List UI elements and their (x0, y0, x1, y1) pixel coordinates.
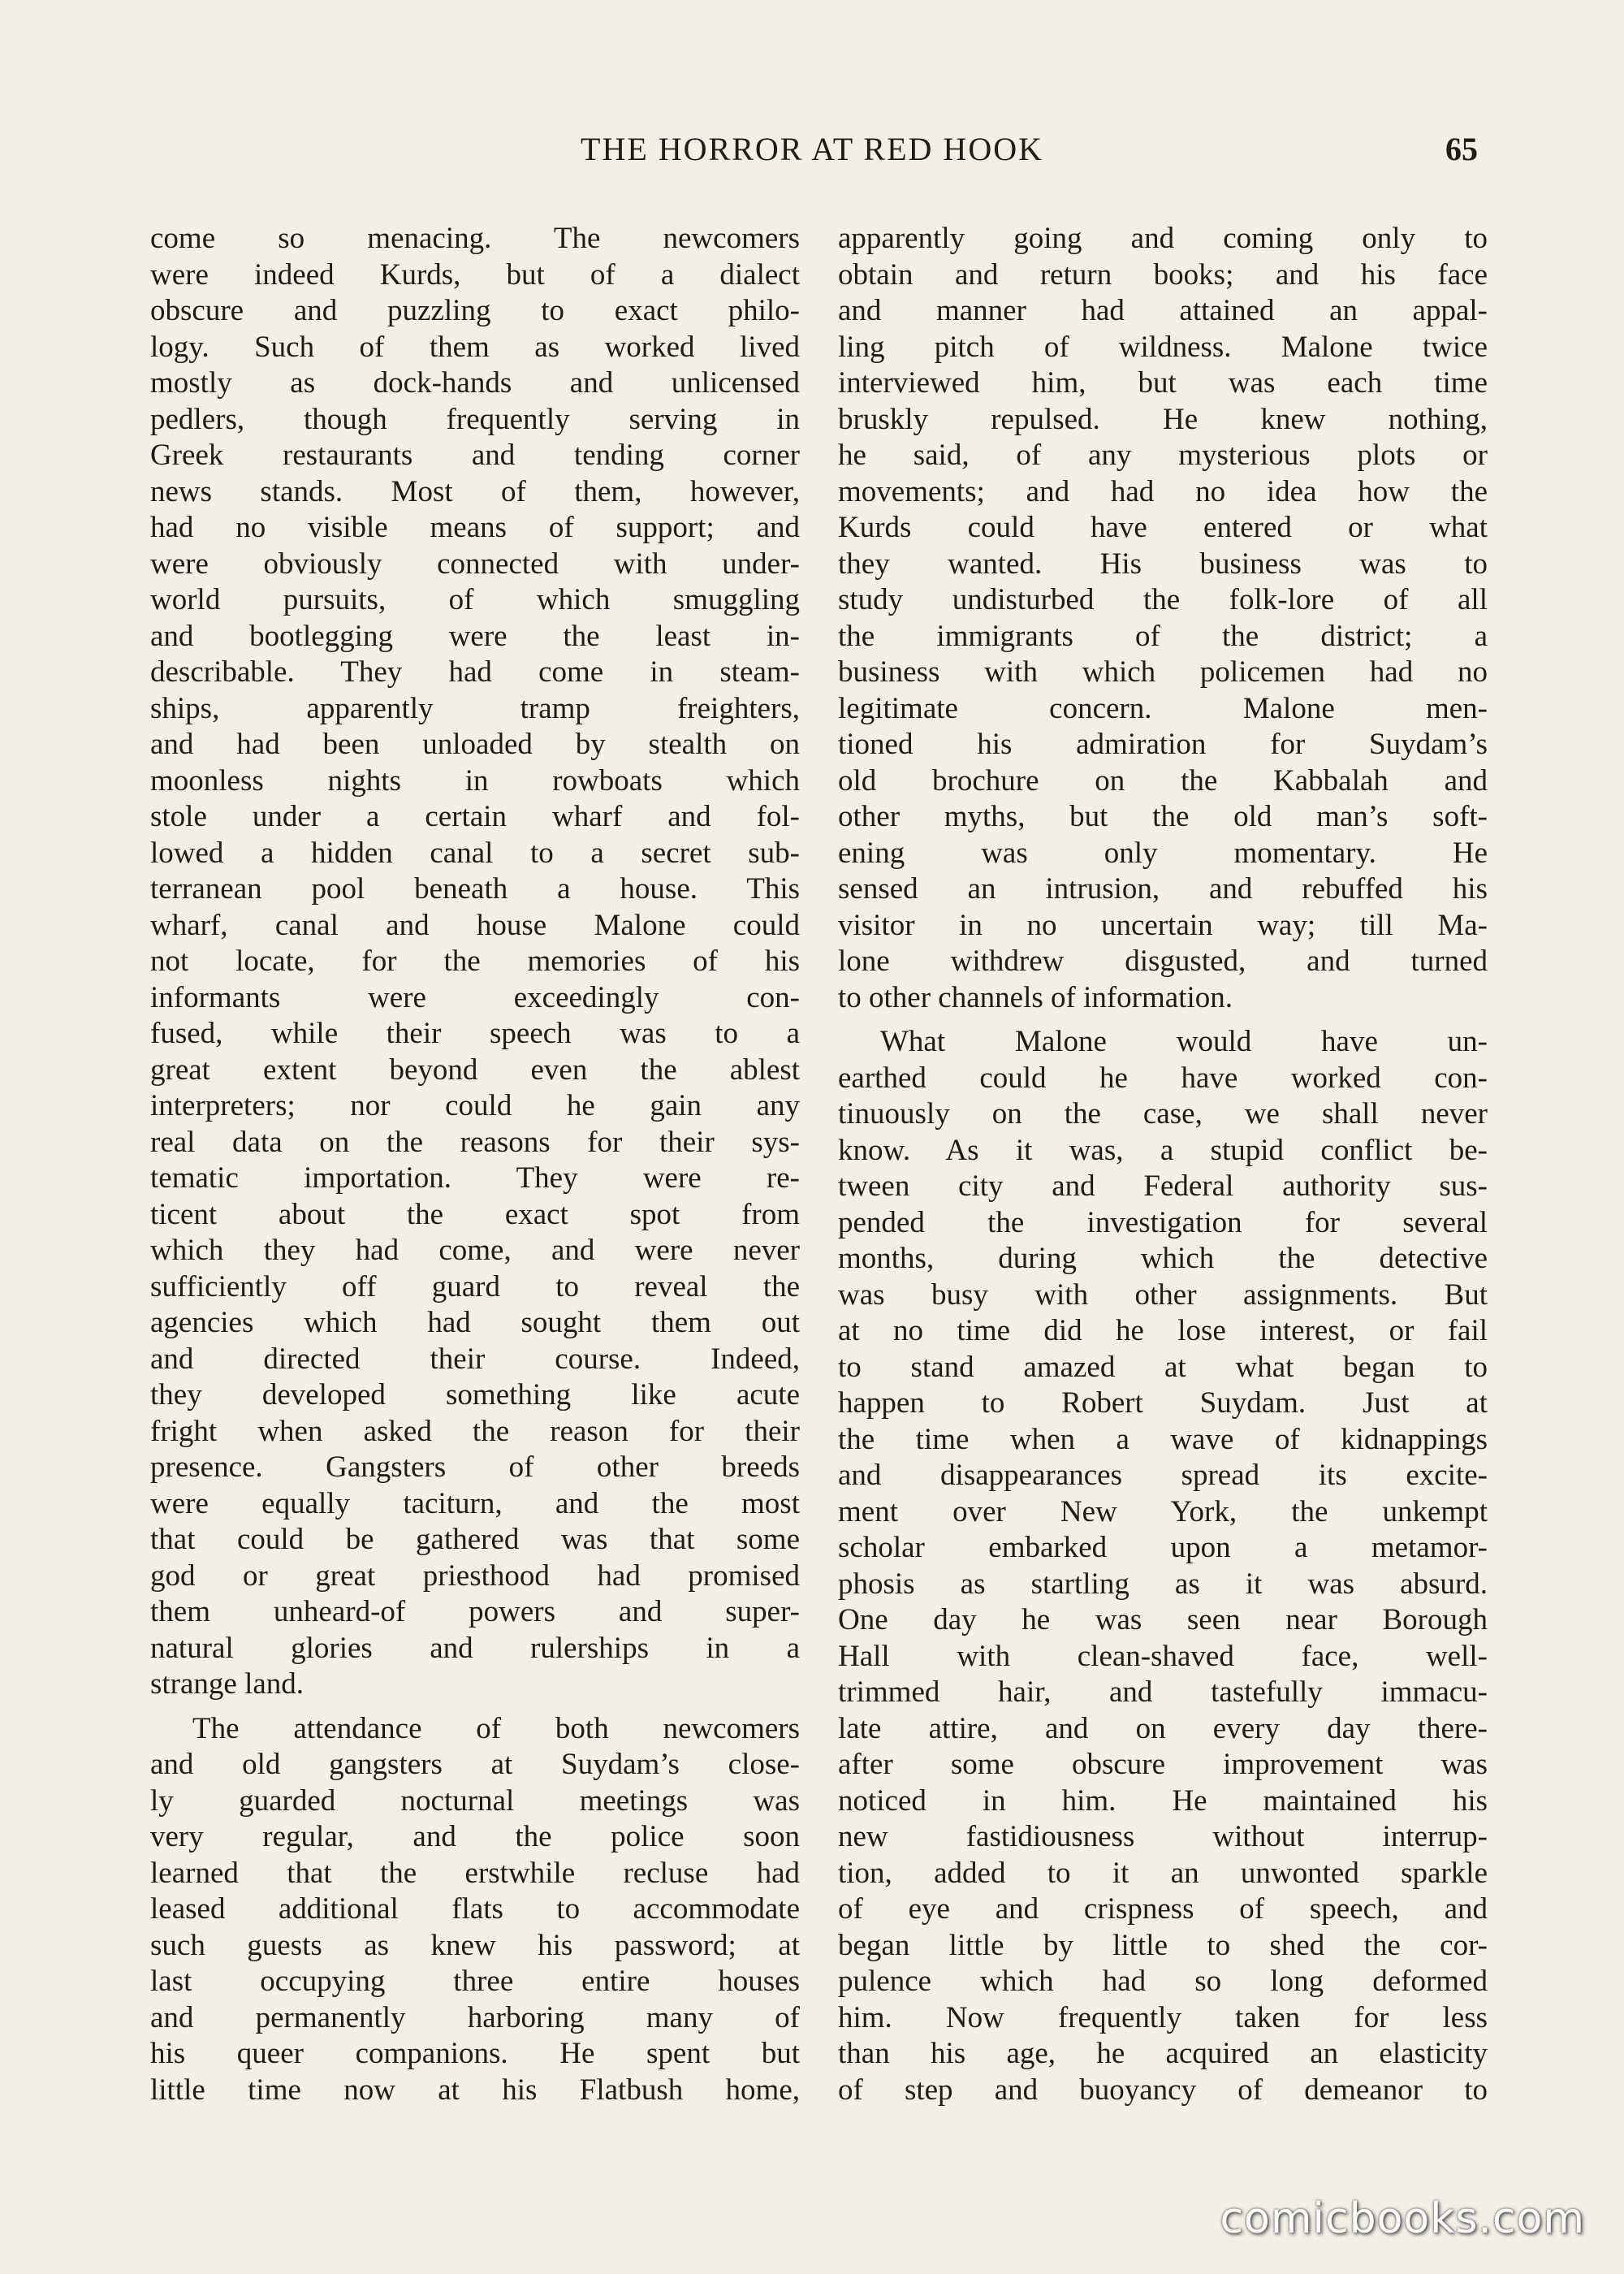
text-line: and disappearances spread its excite- (838, 1459, 1488, 1492)
text-line: him. Now frequently taken for less (838, 2000, 1488, 2034)
text-line: sensed an intrusion, and rebuffed his (838, 872, 1488, 906)
text-line: legitimate concern. Malone men- (838, 691, 1488, 725)
text-line: great extent beyond even the ablest (150, 1053, 800, 1087)
text-line: tioned his admiration for Suydam’s (838, 728, 1488, 761)
text-line: at no time did he lose interest, or fail (838, 1314, 1488, 1347)
text-line: new fastidiousness without interrup- (838, 1820, 1488, 1853)
text-line: bruskly repulsed. He knew nothing, (838, 402, 1488, 436)
text-line: visitor in no uncertain way; till Ma- (838, 908, 1488, 942)
text-line: little time now at his Flatbush home, (150, 2073, 800, 2107)
text-line: trimmed hair, and tastefully immacu- (838, 1675, 1488, 1709)
text-line: Hall with clean-shaved face, well- (838, 1639, 1488, 1673)
text-line: of step and buoyancy of demeanor to (838, 2073, 1488, 2107)
text-line: his queer companions. He spent but (150, 2037, 800, 2070)
text-line: tematic importation. They were re- (150, 1161, 800, 1195)
text-line: were equally taciturn, and the most (150, 1486, 800, 1520)
text-line: began little by little to shed the cor- (838, 1928, 1488, 1962)
text-line: One day he was seen near Borough (838, 1603, 1488, 1636)
text-line: they wanted. His business was to (838, 547, 1488, 581)
text-line: ships, apparently tramp freighters, (150, 691, 800, 725)
text-line: the time when a wave of kidnappings (838, 1422, 1488, 1456)
text-line: god or great priesthood had promised (150, 1559, 800, 1593)
text-line: not locate, for the memories of his (150, 945, 800, 978)
text-line: other myths, but the old man’s soft- (838, 800, 1488, 833)
text-line: fright when asked the reason for their (150, 1414, 800, 1448)
text-line: ling pitch of wildness. Malone twice (838, 330, 1488, 364)
text-line: were indeed Kurds, but of a dialect (150, 257, 800, 292)
text-line: learned that the erstwhile recluse had (150, 1856, 800, 1890)
text-line: mostly as dock-hands and unlicensed (150, 366, 800, 400)
text-line: study undisturbed the folk-lore of all (838, 583, 1488, 616)
text-line: strange land. (150, 1667, 304, 1701)
text-line: pended the investigation for several (838, 1205, 1488, 1239)
text-line: were obviously connected with under- (150, 547, 800, 581)
text-line: old brochure on the Kabbalah and (838, 763, 1488, 798)
text-line: interviewed him, but was each time (838, 366, 1488, 400)
text-line: obscure and puzzling to exact philo- (150, 294, 800, 327)
text-line: movements; and had no idea how the (838, 474, 1488, 508)
text-line: lowed a hidden canal to a secret sub- (150, 836, 800, 870)
text-line: come so menacing. The newcomers (150, 222, 800, 255)
text-line: moonless nights in rowboats which (150, 763, 800, 798)
paragraph-gap (150, 1703, 800, 1711)
text-line: know. As it was, a stupid conflict be- (838, 1133, 1488, 1167)
text-line: The attendance of both newcomers (192, 1711, 800, 1745)
text-line: sufficiently off guard to reveal the (150, 1269, 800, 1303)
text-line: and old gangsters at Suydam’s close- (150, 1748, 800, 1781)
running-title: THE HORROR AT RED HOOK (581, 131, 1043, 167)
text-line: agencies which had sought them out (150, 1306, 800, 1339)
text-column-right (838, 221, 1488, 2108)
text-line: that could be gathered was that some (150, 1523, 800, 1556)
text-line: fused, while their speech was to a (150, 1017, 800, 1050)
text-line: informants were exceedingly con- (150, 980, 800, 1014)
text-line: than his age, he acquired an elasticity (838, 2037, 1488, 2070)
text-line: earthed could he have worked con- (838, 1061, 1488, 1095)
text-line: them unheard-of powers and super- (150, 1595, 800, 1628)
text-line: apparently going and coming only to (838, 222, 1488, 255)
text-line: tinuously on the case, we shall never (838, 1097, 1488, 1131)
text-line: and permanently harboring many of (150, 2000, 800, 2034)
text-line: tween city and Federal authority sus- (838, 1169, 1488, 1203)
text-line: and manner had attained an appal- (838, 294, 1488, 327)
text-line: after some obscure improvement was (838, 1748, 1488, 1781)
text-line: they developed something like acute (150, 1378, 800, 1412)
text-column-left (150, 221, 800, 2108)
text-line: What Malone would have un- (880, 1025, 1488, 1058)
text-line: presence. Gangsters of other breeds (150, 1450, 800, 1484)
text-line: to other channels of information. (838, 980, 1233, 1014)
text-line: was busy with other assignments. But (838, 1278, 1488, 1312)
text-line: he said, of any mysterious plots or (838, 439, 1488, 472)
text-line: had no visible means of support; and (150, 511, 800, 544)
text-line: ening was only momentary. He (838, 836, 1488, 870)
text-line: lone withdrew disgusted, and turned (838, 945, 1488, 978)
text-line: interpreters; nor could he gain any (150, 1089, 800, 1122)
text-line: last occupying three entire houses (150, 1965, 800, 1998)
text-line: leased additional flats to accommodate (150, 1892, 800, 1926)
text-line: news stands. Most of them, however, (150, 474, 800, 508)
text-line: the immigrants of the district; a (838, 619, 1488, 653)
text-line: happen to Robert Suydam. Just at (838, 1386, 1488, 1420)
text-line: logy. Such of them as worked lived (150, 330, 800, 364)
text-line: Kurds could have entered or what (838, 511, 1488, 544)
text-line: and bootlegging were the least in- (150, 619, 800, 653)
text-line: and directed their course. Indeed, (150, 1342, 800, 1376)
text-line: which they had come, and were never (150, 1234, 800, 1267)
text-line: ment over New York, the unkempt (838, 1494, 1488, 1528)
text-line: noticed in him. He maintained his (838, 1783, 1488, 1818)
text-line: business with which policemen had no (838, 655, 1488, 689)
text-line: describable. They had come in steam- (150, 655, 800, 689)
page-number: 65 (1445, 131, 1478, 167)
text-line: ly guarded nocturnal meetings was (150, 1783, 800, 1818)
text-line: pedlers, though frequently serving in (150, 402, 800, 436)
text-line: stole under a certain wharf and fol- (150, 800, 800, 833)
text-line: real data on the reasons for their sys- (150, 1125, 800, 1159)
text-line: natural glories and rulerships in a (150, 1631, 800, 1665)
page-header (146, 130, 1478, 179)
text-line: to stand amazed at what began to (838, 1350, 1488, 1384)
text-line: ticent about the exact spot from (150, 1197, 800, 1231)
paragraph-gap (838, 1016, 1488, 1024)
text-line: and had been unloaded by stealth on (150, 728, 800, 761)
text-line: months, during which the detective (838, 1242, 1488, 1275)
text-line: wharf, canal and house Malone could (150, 908, 800, 942)
text-line: tion, added to it an unwonted sparkle (838, 1856, 1488, 1890)
text-line: such guests as knew his password; at (150, 1928, 800, 1962)
text-line: of eye and crispness of speech, and (838, 1892, 1488, 1926)
text-line: obtain and return books; and his face (838, 257, 1488, 292)
text-line: pulence which had so long deformed (838, 1965, 1488, 1998)
text-line: late attire, and on every day there- (838, 1711, 1488, 1745)
text-line: terranean pool beneath a house. This (150, 872, 800, 906)
text-line: scholar embarked upon a metamor- (838, 1531, 1488, 1564)
text-line: Greek restaurants and tending corner (150, 439, 800, 472)
text-line: phosis as startling as it was absurd. (838, 1567, 1488, 1601)
text-line: world pursuits, of which smuggling (150, 583, 800, 616)
text-line: very regular, and the police soon (150, 1820, 800, 1853)
watermark-logo: comicbooks.com (1220, 2194, 1585, 2243)
